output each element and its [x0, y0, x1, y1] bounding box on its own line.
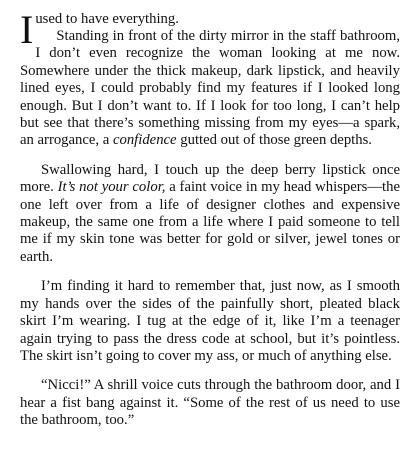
paragraph-1-emphasis: confidence: [112, 132, 177, 149]
paragraph-2-emphasis: It’s not your color,: [57, 179, 166, 196]
paragraph-1-text-after: gutted out of those green depths.: [176, 132, 372, 149]
paragraph-3-text: I’m finding it hard to remember that, just now, as I smooth my hands over the sides of the painfully short, pleated black skirt I’m wearing. I tug at the edge of it, like I’m a teenager again trying to pass the dress code at school, but it’s pointless. The skirt isn’t going to cover my ass, or much of anything else.: [20, 278, 400, 364]
drop-cap: I: [20, 7, 34, 52]
paragraph-4-text: “Nicci!” A shrill voice cuts through the bathroom door, and I hear a fist bang against it. “Some of the rest of us need to use the bathroom, too.”: [20, 377, 400, 429]
paragraph-2: [20, 162, 400, 266]
opening-text: used to have everything.: [35, 11, 179, 27]
paragraph-1: [20, 28, 400, 150]
paragraph-1-text-before: Standing in front of the dirty mirror in the staff bathroom, I don’t even recognize the woman looking at me now. Somewhere under the thick makeup, dark lipstick, and heavily lined eyes, I could probably find my features if I looked long enough. But I don’t want to. If I look for too long, I can’t help but see that there’s something missing from my eyes—a spark, an arrogance, a: [20, 28, 400, 149]
paragraph-2-text-before: Swallowing hard, I touch up the deep berry lipstick once more.: [20, 161, 400, 196]
paragraph-4: [20, 377, 400, 429]
chapter-opening-line: [20, 7, 400, 52]
paragraph-2-text-after: a faint voice in my head whispers—the one left over from a life of designer clothes and expensive makeup, the same one from a life where I paid someone to tell me if my skin tone was better for gold or silver, jewel tones or earth.: [20, 179, 400, 265]
paragraph-3: [20, 278, 400, 365]
